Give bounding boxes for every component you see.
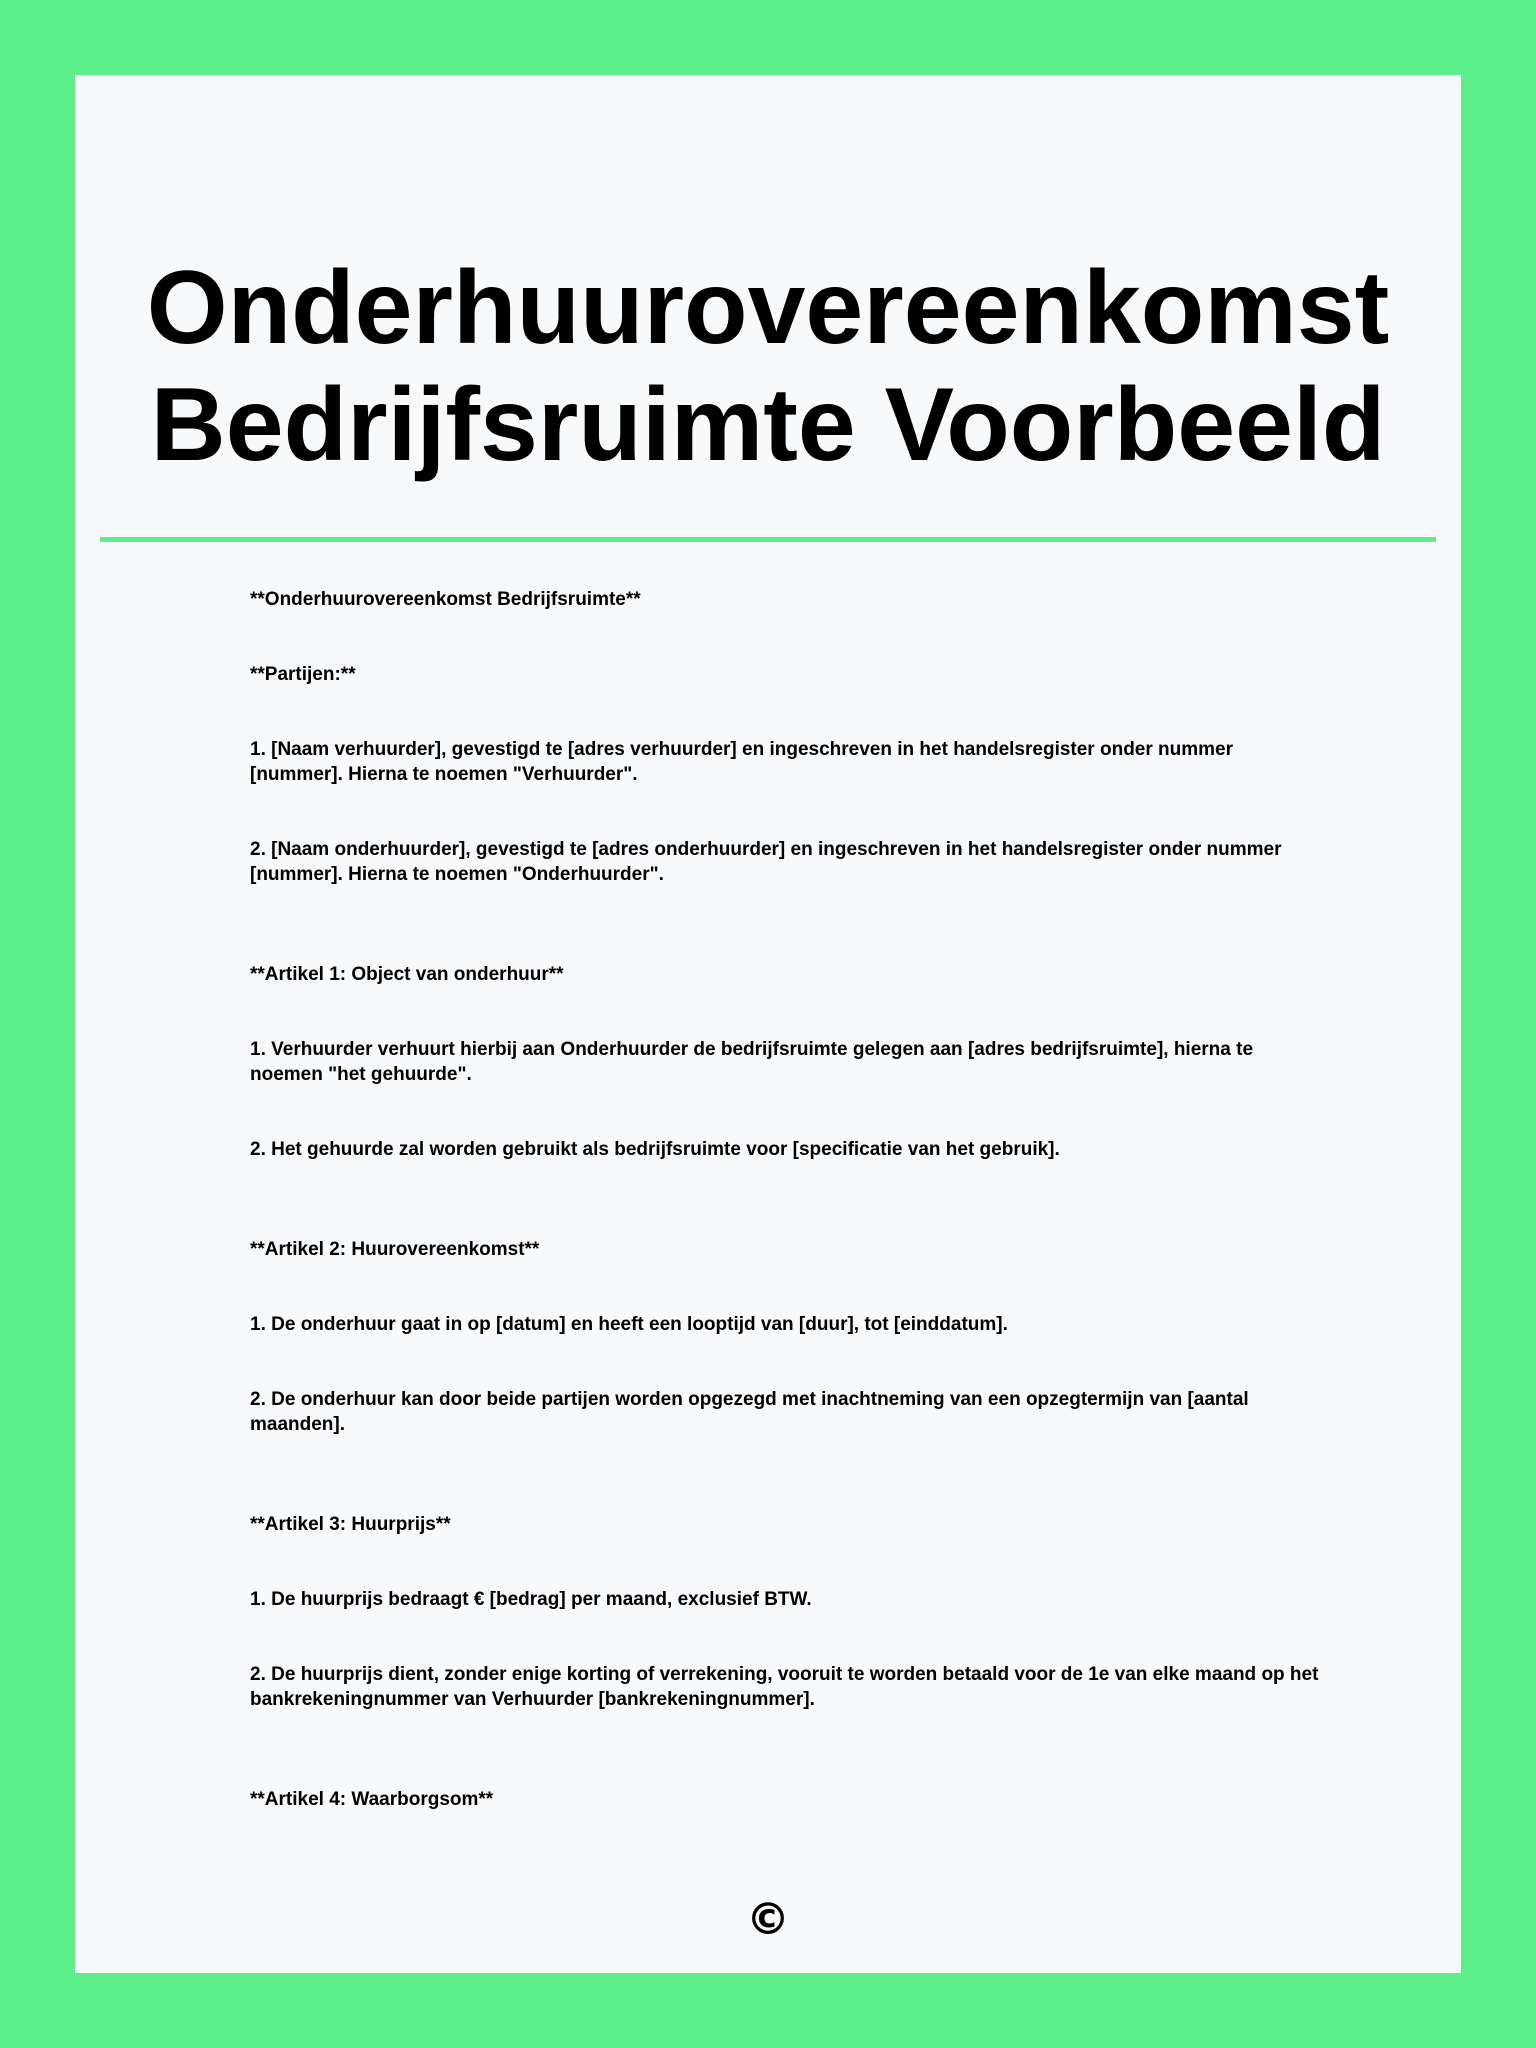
- paragraph: 2. Het gehuurde zal worden gebruikt als bedrijfsruimte voor [specificatie van het gebruik].: [250, 1139, 1060, 1160]
- document-title-line-2: Bedrijfsruimte Voorbeeld: [150, 367, 1386, 483]
- section-heading-partijen: **Partijen:**: [250, 664, 356, 685]
- document-page: [75, 75, 1461, 1973]
- section-heading-artikel-4: **Artikel 4: Waarborgsom**: [250, 1789, 494, 1810]
- doc-heading: **Onderhuurovereenkomst Bedrijfsruimte**: [250, 589, 641, 610]
- section-heading-artikel-2: **Artikel 2: Huurovereenkomst**: [250, 1239, 540, 1260]
- document-body: [250, 587, 1330, 1812]
- paragraph: 2. [Naam onderhuurder], gevestigd te [adres onderhuurder] en ingeschreven in het handelsregister onder nummer [nummer]. Hierna te noemen "Onderhuurder".: [250, 839, 1287, 885]
- title-divider: [100, 537, 1436, 542]
- copyright-icon: ©: [746, 1894, 790, 1945]
- paragraph: 1. Verhuurder verhuurt hierbij aan Onderhuurder de bedrijfsruimte gelegen aan [adres bedrijfsruimte], hierna te noemen "het gehuurde".: [250, 1039, 1259, 1085]
- document-title-line-1: Onderhuurovereenkomst: [146, 250, 1390, 366]
- document-title: [75, 250, 1461, 484]
- paragraph: 2. De huurprijs dient, zonder enige korting of verrekening, vooruit te worden betaald voor de 1e van elke maand op het bankrekeningnummer van Verhuurder [bankrekeningnummer].: [250, 1664, 1324, 1710]
- paragraph: 1. De huurprijs bedraagt € [bedrag] per maand, exclusief BTW.: [250, 1589, 812, 1610]
- section-heading-artikel-3: **Artikel 3: Huurprijs**: [250, 1514, 451, 1535]
- paragraph: 2. De onderhuur kan door beide partijen worden opgezegd met inachtneming van een opzegtermijn van [aantal maanden].: [250, 1389, 1254, 1435]
- paragraph: 1. [Naam verhuurder], gevestigd te [adres verhuurder] en ingeschreven in het handelsregister onder nummer [nummer]. Hierna te noemen "Verhuurder".: [250, 739, 1239, 785]
- paragraph: 1. De onderhuur gaat in op [datum] en heeft een looptijd van [duur], tot [einddatum].: [250, 1314, 1008, 1335]
- section-heading-artikel-1: **Artikel 1: Object van onderhuur**: [250, 964, 564, 985]
